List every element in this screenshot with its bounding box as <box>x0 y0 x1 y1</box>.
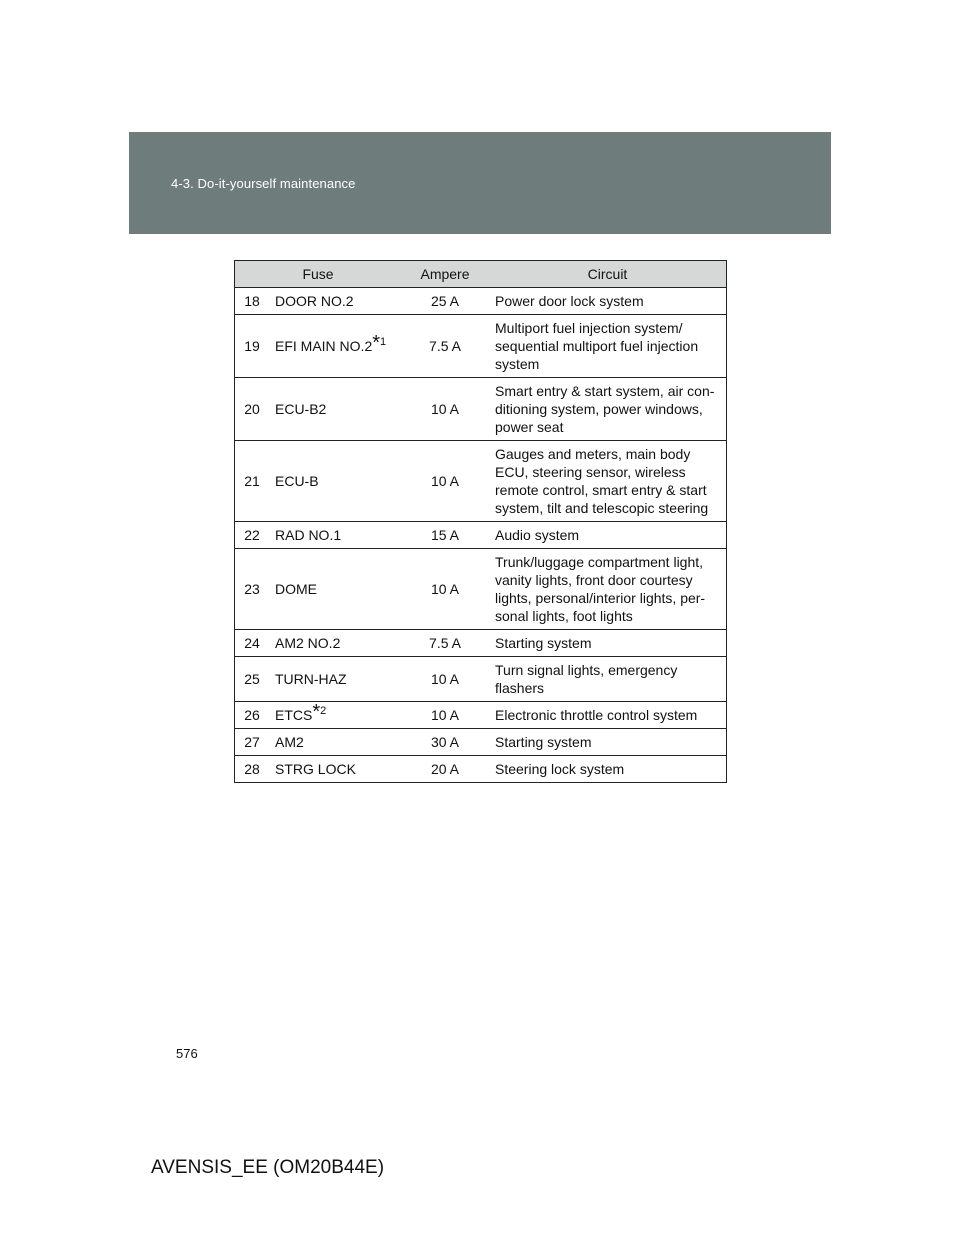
ampere-cell: 15 A <box>401 522 489 549</box>
ampere-cell: 10 A <box>401 378 489 441</box>
circuit-cell: Trunk/luggage compartment light, vanity lights, front door courtesy lights, personal/interior lights, per-sonal lights, foot lights <box>489 549 727 630</box>
footnote-number: 2 <box>320 705 327 718</box>
fuse-number-cell: 28 <box>235 756 270 783</box>
circuit-cell: Starting system <box>489 630 727 657</box>
column-header-fuse: Fuse <box>235 261 402 288</box>
fuse-number-cell: 21 <box>235 441 270 522</box>
fuse-name: ETCS <box>275 707 313 723</box>
fuse-name: EFI MAIN NO.2 <box>275 338 373 354</box>
fuse-table <box>234 260 727 783</box>
fuse-name: ECU-B <box>275 473 319 489</box>
ampere-cell: 10 A <box>401 441 489 522</box>
ampere-cell: 10 A <box>401 549 489 630</box>
circuit-cell: Smart entry & start system, air con-ditioning system, power windows, power seat <box>489 378 727 441</box>
ampere-cell: 7.5 A <box>401 315 489 378</box>
fuse-number-cell: 25 <box>235 657 270 702</box>
table-row <box>235 756 727 783</box>
fuse-name: DOOR NO.2 <box>275 293 354 309</box>
ampere-cell: 10 A <box>401 702 489 729</box>
footnote-marker <box>372 332 387 355</box>
fuse-name: STRG LOCK <box>275 761 356 777</box>
fuse-number-cell: 27 <box>235 729 270 756</box>
fuse-name: ECU-B2 <box>275 401 327 417</box>
circuit-cell: Turn signal lights, emergency flashers <box>489 657 727 702</box>
fuse-name-cell <box>269 702 401 729</box>
footnote-number: 1 <box>380 336 387 349</box>
fuse-name: DOME <box>275 581 317 597</box>
footnote-marker <box>312 701 327 724</box>
circuit-cell: Power door lock system <box>489 288 727 315</box>
table-row <box>235 729 727 756</box>
page-number: 576 <box>176 1046 198 1061</box>
circuit-cell: Gauges and meters, main body ECU, steering sensor, wireless remote control, smart entry & start system, tilt and telescopic steering <box>489 441 727 522</box>
fuse-name-cell <box>269 729 401 756</box>
table-row <box>235 315 727 378</box>
column-header-ampere: Ampere <box>401 261 489 288</box>
fuse-name: AM2 NO.2 <box>275 635 341 651</box>
ampere-cell: 30 A <box>401 729 489 756</box>
table-row <box>235 522 727 549</box>
fuse-name: AM2 <box>275 734 304 750</box>
circuit-cell: Multiport fuel injection system/ sequential multiport fuel injection system <box>489 315 727 378</box>
table-row <box>235 441 727 522</box>
fuse-number-cell: 24 <box>235 630 270 657</box>
table-row <box>235 702 727 729</box>
circuit-cell: Electronic throttle control system <box>489 702 727 729</box>
table-row <box>235 288 727 315</box>
fuse-name-cell <box>269 756 401 783</box>
circuit-cell: Steering lock system <box>489 756 727 783</box>
footer-document-id: AVENSIS_EE (OM20B44E) <box>151 1157 385 1178</box>
fuse-number-cell: 20 <box>235 378 270 441</box>
fuse-name: RAD NO.1 <box>275 527 342 543</box>
ampere-cell: 25 A <box>401 288 489 315</box>
fuse-name-cell <box>269 288 401 315</box>
table-row <box>235 657 727 702</box>
table-row <box>235 378 727 441</box>
fuse-name-cell <box>269 315 401 378</box>
fuse-number-cell: 19 <box>235 315 270 378</box>
ampere-cell: 20 A <box>401 756 489 783</box>
section-title: 4-3. Do-it-yourself maintenance <box>171 176 356 191</box>
circuit-cell: Audio system <box>489 522 727 549</box>
asterisk-icon: * <box>312 701 321 724</box>
circuit-cell: Starting system <box>489 729 727 756</box>
fuse-number-cell: 18 <box>235 288 270 315</box>
section-header-band <box>129 132 831 234</box>
ampere-cell: 10 A <box>401 657 489 702</box>
fuse-name-cell <box>269 378 401 441</box>
fuse-name-cell <box>269 630 401 657</box>
fuse-number-cell: 22 <box>235 522 270 549</box>
asterisk-icon: * <box>372 332 381 355</box>
fuse-name-cell <box>269 657 401 702</box>
fuse-number-cell: 26 <box>235 702 270 729</box>
fuse-name: TURN-HAZ <box>275 671 347 687</box>
table-row <box>235 630 727 657</box>
fuse-table-body <box>235 288 727 783</box>
fuse-name-cell <box>269 441 401 522</box>
table-header-row <box>235 261 727 288</box>
table-row <box>235 549 727 630</box>
fuse-name-cell <box>269 549 401 630</box>
column-header-circuit: Circuit <box>489 261 727 288</box>
fuse-name-cell <box>269 522 401 549</box>
fuse-number-cell: 23 <box>235 549 270 630</box>
ampere-cell: 7.5 A <box>401 630 489 657</box>
